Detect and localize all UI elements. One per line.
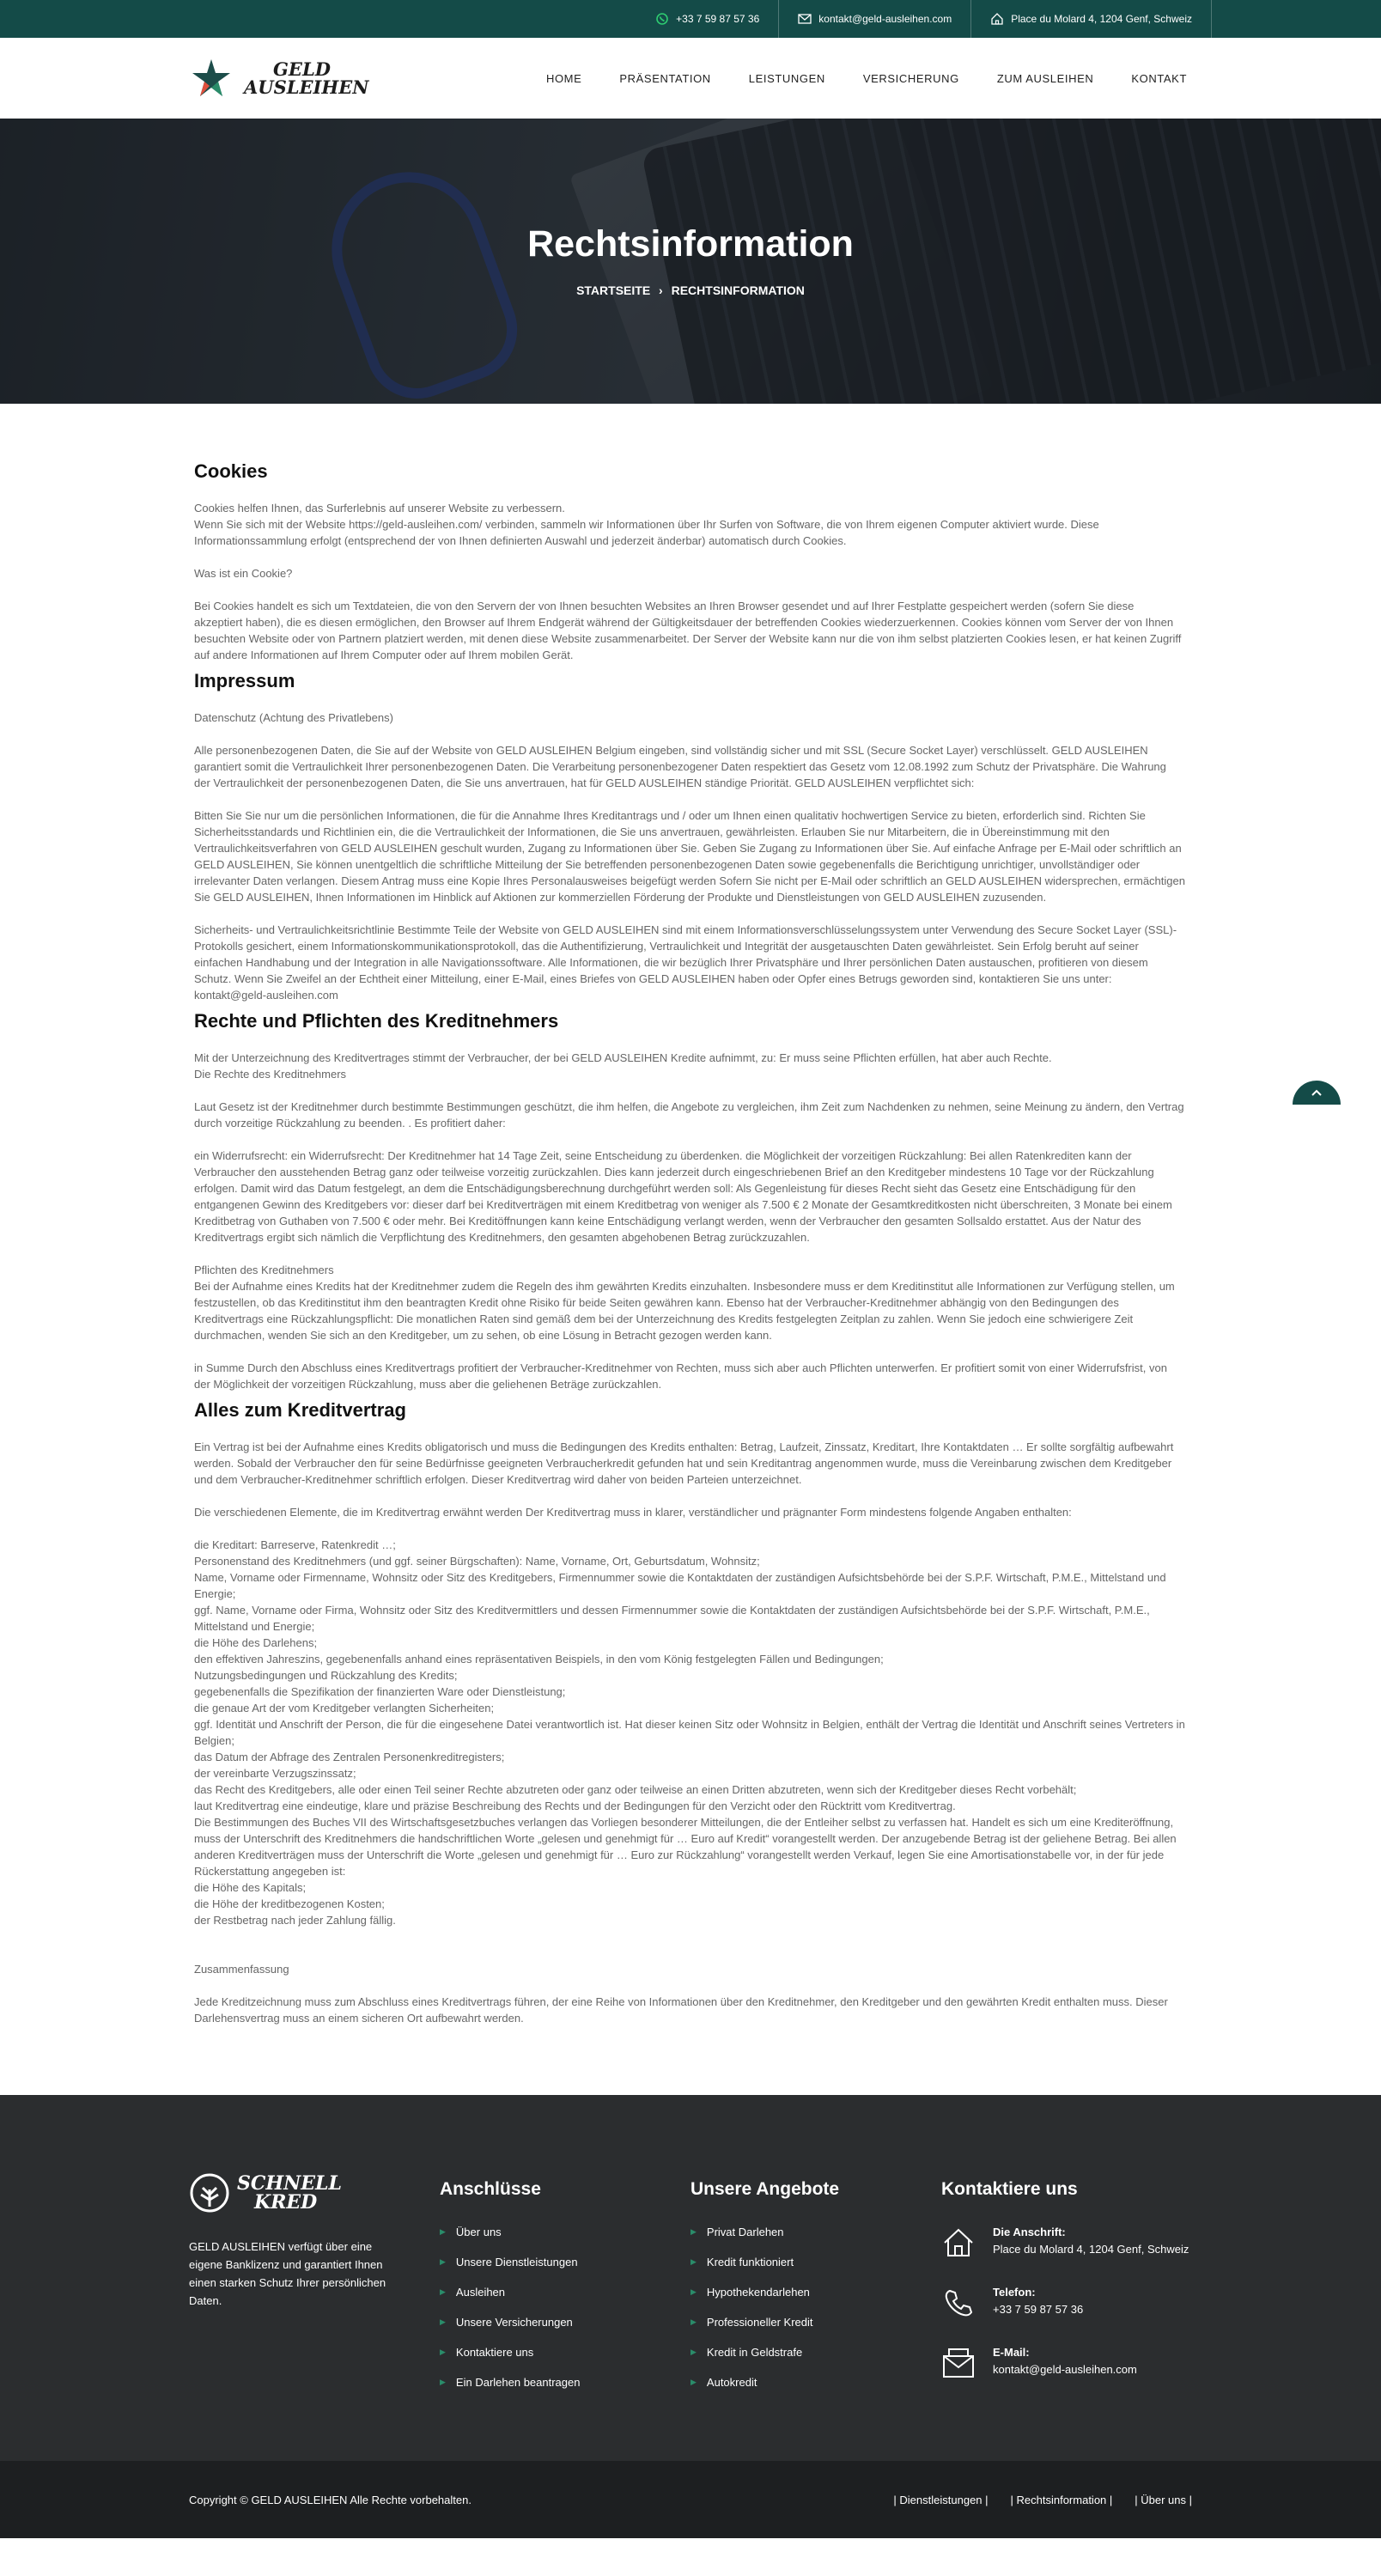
star-logo-icon <box>191 58 232 99</box>
section-cookies <box>194 460 1185 663</box>
paragraph: ein Widerrufsrecht: ein Widerrufsrecht: Der Kreditnehmer hat 14 Tage Zeit, seine Entscheidung zu überdenken. die Möglichkeit der vorzeitigen Rückzahlung: Bei allen Ratenkrediten kann der Verbraucher den ausstehenden Betrag ganz oder teilweise vorzeitig zurückzahlen. Dies kann jederzeit durch eingeschriebenen Brief an den Kreditgeber mindestens 10 Tage vor der Rückzahlung erfolgen. Damit wird das Datum festgelegt, an dem die Entschädigungsberechnung durchgeführt werden soll: Als Gegenleistung für dieses Recht sieht das Gesetz eine Entschädigung für den entgangenen Gewinn des Kreditgebers vor: dieser darf bei Kreditverträgen mit einem Kreditbetrag von weniger als 7.500 € 2 Monate der Gesamtkreditkosten nicht überschreiten, 3 Monate bei einem Kreditbetrag von Guthaben von 7.500 € oder mehr. Bei Kreditöffnungen kann keine Entschädigung verlangt werden, wenn der Verbraucher den gesamten Sollsaldo erstattet. Aus der Natur des Kreditvertrags ergibt sich nämlich die Verpflichtung des Kreditnehmers, den gesamten abgehobenen Betrag zurückzuzahlen. <box>194 1149 1172 1244</box>
phone-icon <box>941 2286 976 2320</box>
footer-email[interactable] <box>941 2346 1192 2380</box>
paragraph: Laut Gesetz ist der Kreditnehmer durch bestimmte Bestimmungen geschützt, die ihm helfen, die Angebote zu vergleichen, ihm Zeit zum Nachdenken zu nehmen, seine Meinung zu ändern, den Vertrag durch vorzeitige Rückzahlung zu beenden. . Es profitiert daher: <box>194 1100 1184 1130</box>
footer-offer-link[interactable] <box>690 2376 941 2389</box>
footer-offer-label: Autokredit <box>706 2376 757 2389</box>
footer-link-label: Ausleihen <box>455 2286 506 2299</box>
email-value: kontakt@geld-ausleihen.com <box>993 2363 1137 2376</box>
nav-praesentation[interactable]: PRÄSENTATION <box>619 71 711 85</box>
arrow-right-icon: ▶ <box>690 2378 697 2386</box>
breadcrumb <box>0 283 1381 297</box>
paragraph: Bei Cookies handelt es sich um Textdateien, die von den Servern der von Ihnen besuchten Websites an Ihren Browser gesendet und auf Ihrer Festplatte gespeichert werden (sofern Sie diese akzeptiert haben), die es diesen ermöglichen, den Browser auf Ihrem Endgerät während der Gültigkeitsdauer der betreffenden Cookies wiederzuerkennen. Cookies können vom Server der von Ihnen besuchten Website oder von Partnern platziert werden, mit denen diese Website zusammenarbeitet. Der Server der Website kann nur die von ihm selbst platzierten Cookies lesen, er hat keinen Zugriff auf andere Informationen auf Ihrem Computer oder auf Ihrem mobilen Gerät. <box>194 600 1182 661</box>
section-title: Cookies <box>194 460 268 482</box>
paragraph: Jede Kreditzeichnung muss zum Abschluss eines Kreditvertrags führen, der eine Reihe von Informationen über den Kreditnehmer, den Kreditgeber und den gewährten Kredit enthalten muss. Dieser Darlehensvertrag muss an einem sicheren Ort aufbewahrt werden. <box>194 1995 1168 2025</box>
arrow-right-icon: ▶ <box>440 2378 446 2386</box>
section-title: Alles zum Kreditvertrag <box>194 1399 406 1421</box>
paragraph: Cookies helfen Ihnen, das Surferlebnis auf unserer Website zu verbessern. Wenn Sie sich mit der Website https://geld-ausleihen.com/ verbinden, sammeln wir Informationen über Ihr Surfen von Software, die von Ihrem eigenen Computer aktiviert wurde. Diese Informationssammlung erfolgt (entsprechend der von Ihnen definierten Auswahl und jederzeit änderbar) automatisch durch Cookies. <box>194 502 1099 547</box>
footer-offer-label: Hypothekendarlehen <box>706 2286 810 2299</box>
address-value: Place du Molard 4, 1204 Genf, Schweiz <box>993 2243 1189 2256</box>
paragraph: Ein Vertrag ist bei der Aufnahme eines Kredits obligatorisch und muss die Bedingungen des Kredits enthalten: Betrag, Laufzeit, Zinssatz, Kreditart, Ihre Kontaktdaten … Er sollte sorgfältig aufbewahrt werden. Sobald der Verbraucher den für seine Bedürfnisse geeigneten Verbraucherkredit gefunden hat und sein Kreditantrag angenommen wurde, muss die Vereinbarung zwischen dem Kreditgeber und dem Verbraucher-Kreditnehmer schriftlich erfolgen. Dieser Kreditvertrag wird daher von beiden Parteien unterzeichnet. <box>194 1440 1174 1486</box>
paragraph: Sicherheits- und Vertraulichkeitsrichtlinie Bestimmte Teile der Website von GELD AUSLEIHEN sind mit einem Informationsverschlüsselungssystem unter Verwendung des Secure Socket Layer (SSL)-Protokolls gesichert, einem Informationskommunikationsprotokoll, das die Authentifizierung, Vertraulichkeit und Integrität der ausgetauschten Daten gewährleistet. Sein Erfolg beruht auf seiner einfachen Handhabung und der Integration in alle Navigationssoftware. Alle Informationen, die wir bezüglich Ihrer Privatsphäre und Ihrer persönlichen Daten austauschen, profitieren von diesem Schutz. Wenn Sie Zweifel an der Echtheit einer Mitteilung, einer E-Mail, eines Briefes von GELD AUSLEIHEN haben oder Opfer eines Betrugs geworden sind, kontaktieren Sie uns unter: kontakt@geld-ausleihen.com <box>194 923 1177 1002</box>
phone-label: Telefon: <box>993 2286 1036 2299</box>
footer-offer-link[interactable] <box>690 2286 941 2299</box>
nav-home[interactable]: HOME <box>545 71 582 85</box>
paragraph: Die verschiedenen Elemente, die im Kreditvertrag erwähnt werden Der Kreditvertrag muss in klarer, verständlicher und prägnanter Form mindestens folgende Angaben enthalten: <box>194 1506 1072 1519</box>
phone-value: +33 7 59 87 57 36 <box>993 2303 1084 2316</box>
arrow-right-icon: ▶ <box>440 2317 446 2326</box>
paragraph: in Summe Durch den Abschluss eines Kreditvertrags profitiert der Verbraucher-Kreditnehmer von Rechten, muss sich aber auch Pflichten unterwerfen. Er profitiert somit von einer Widerrufsfrist, von der Möglichkeit der vorzeitigen Rückzahlung, muss aber die geliehenen Beträge zurückzahlen. <box>194 1361 1167 1391</box>
site-footer <box>0 2095 1381 2461</box>
chevron-up-icon <box>1311 1088 1323 1097</box>
arrow-right-icon: ▶ <box>440 2287 446 2296</box>
logo-line-2: AUSLEIHEN <box>244 76 369 98</box>
footer-link[interactable] <box>440 2346 690 2359</box>
topbar-address-text: Place du Molard 4, 1204 Genf, Schweiz <box>1011 13 1192 25</box>
paragraph: Mit der Unterzeichnung des Kreditvertrages stimmt der Verbraucher, der bei GELD AUSLEIHEN Kredite aufnimmt, zu: Er muss seine Pflichten erfüllen, hat aber auch Rechte. Die Rechte des Kreditnehmers <box>194 1051 1052 1081</box>
tree-logo-icon <box>189 2172 230 2214</box>
section-kreditvertrag <box>194 1399 1185 2026</box>
footer-phone[interactable] <box>941 2286 1192 2320</box>
footer-address <box>941 2226 1192 2260</box>
logo-wordmark <box>239 60 368 96</box>
footer-link[interactable] <box>440 2286 690 2299</box>
nav-zum-ausleihen[interactable]: ZUM AUSLEIHEN <box>996 71 1094 85</box>
footer-offer-link[interactable] <box>690 2316 941 2329</box>
footer-offer-link[interactable] <box>690 2346 941 2359</box>
bottom-link-ueber-uns[interactable]: | Über uns | <box>1135 2493 1192 2506</box>
footer-links <box>440 2172 690 2406</box>
copyright: Copyright © GELD AUSLEIHEN Alle Rechte vorbehalten. <box>189 2493 471 2506</box>
page-title: Rechtsinformation <box>527 223 854 265</box>
site-logo[interactable] <box>191 58 368 99</box>
footer-link-label: Ein Darlehen beantragen <box>455 2376 581 2389</box>
arrow-right-icon: ▶ <box>440 2257 446 2266</box>
footer-description: GELD AUSLEIHEN verfügt über eine eigene Banklizenz und garantiert Ihnen einen starken Schutz Ihrer persönlichen Daten. <box>189 2240 386 2307</box>
main-nav <box>546 72 1187 85</box>
arrow-right-icon: ▶ <box>440 2227 446 2236</box>
nav-leistungen[interactable]: LEISTUNGEN <box>748 71 825 85</box>
whatsapp-icon <box>655 12 669 26</box>
footer-offers-title: Unsere Angebote <box>690 2179 840 2199</box>
main-header <box>0 38 1381 119</box>
chevron-right-icon: › <box>659 283 663 297</box>
footer-offer-label: Kredit in Geldstrafe <box>706 2346 803 2359</box>
paragraph: Datenschutz (Achtung des Privatlebens) <box>194 711 393 724</box>
footer-links-title: Anschlüsse <box>440 2179 541 2199</box>
bottom-link-rechtsinformation[interactable]: | Rechtsinformation | <box>1010 2493 1113 2506</box>
section-rechte <box>194 1010 1185 1392</box>
footer-bottom-bar <box>0 2461 1381 2538</box>
footer-offer-label: Privat Darlehen <box>706 2226 784 2238</box>
home-icon <box>990 12 1004 26</box>
paragraph: Bitten Sie Sie nur um die persönlichen Informationen, die für die Annahme Ihres Kreditantrags und / oder um Ihnen einen qualitativ hochwertigen Service zu bieten, erforderlich sind. Richten Sie Sicherheitsstandards und Richtlinien ein, die die Vertraulichkeit der Informationen, die Sie uns anvertrauen, gewährleisten. Erlauben Sie nur Mitarbeitern, die in Übereinstimmung mit den Vertraulichkeitsverfahren von GELD AUSLEIHEN geschult wurden, Zugang zu Informationen über Sie. Geben Sie Zugang zu Informationen über Sie. Auf einfache Anfrage per E-Mail oder schriftlich an GELD AUSLEIHEN, Sie können unentgeltlich die schriftliche Mitteilung der Sie betreffenden personenbezogenen Daten sowie gegebenenfalls die Berichtigung unrichtiger, unvollständiger oder irrelevanter Daten verlangen. Diesem Antrag muss eine Kopie Ihres Personalausweises beigefügt werden Sofern Sie nicht per E-Mail oder schriftlich an GELD AUSLEIHEN widersprechen, ermächtigen Sie GELD AUSLEIHEN, Ihnen Informationen im Hinblick auf Aktionen zur kommerziellen Förderung der Produkte und Dienstleistungen von GELD AUSLEIHEN zuzusenden. <box>194 809 1185 904</box>
paragraph: Was ist ein Cookie? <box>194 567 293 580</box>
breadcrumb-home[interactable]: STARTSEITE <box>576 283 651 297</box>
footer-logo-wordmark <box>237 2174 342 2212</box>
footer-bottom-links <box>893 2494 1192 2506</box>
topbar-address <box>970 0 1212 38</box>
envelope-icon <box>798 12 812 26</box>
footer-link[interactable] <box>440 2316 690 2329</box>
footer-offers <box>690 2172 941 2406</box>
paragraph: die Kreditart: Barreserve, Ratenkredit …; Personenstand des Kreditnehmers (und ggf. seiner Bürgschaften): Name, Vorname, Ort, Geburtsdatum, Wohnsitz; Name, Vorname oder Firmenname, Wohnsitz oder Sitz des Kreditgebers, Firmennummer sowie die Kontaktdaten der zuständigen Aufsichtsbehörde bei der S.P.F. Wirtschaft, P.M.E., Mittelstand und Energie; ggf. Name, Vorname oder Firma, Wohnsitz oder Sitz des Kreditvermittlers und dessen Firmennummer sowie die Kontaktdaten der zuständigen Aufsichtsbehörde bei der S.P.F. Wirtschaft, P.M.E., Mittelstand und Energie; die Höhe des Darlehens; den effektiven Jahreszins, gegebenenfalls anhand eines repräsentativen Beispiels, in den vom König festgelegten Fällen und Bedingungen; Nutzungsbedingungen und Rückzahlung des Kredits; gegebenenfalls die Spezifikation der finanzierten Ware oder Dienstleistung; die genaue Art der vom Kreditgeber verlangten Sicherheiten; ggf. Identität und Anschrift der Person, die für die eingesehene Datei verantwortlich ist. Hat dieser keinen Sitz oder Wohnsitz in Belgien, enthält der Vertrag die Identität und Anschrift seines Vertreters in Belgien; das Datum der Abfrage des Zentralen Personenkreditregisters; der vereinbarte Verzugszinssatz; das Recht des Kreditgebers, alle oder einen Teil seiner Rechte abzutreten oder ganz oder teilweise an einen Dritten abzutreten, wenn sich der Kreditgeber dieses Recht vorbehält; laut Kreditvertrag eine eindeutige, klare und präzise Beschreibung des Rechts und der Bedingungen für den Verzicht oder den Rücktritt vom Kreditvertrag. Die Bestimmungen des Buches VII des Wirtschaftsgesetzbuches verlangen das Vorliegen besonderer Mitteilungen, die der Entleiher selbst zu verfassen hat. Handelt es sich um eine Krediteröffnung, muss der Unterschrift des Kreditnehmers die handschriftlichen Worte „gelesen und genehmigt für … Euro auf Kredit“ vorangestellt werden. Der anzugebende Betrag ist der geliehene Betrag. Bei allen anderen Kreditverträgen muss der Unterschrift die Worte „gelesen und genehmigt für … Euro zur Rückzahlung“ vorangestellt werden Verkauf, legen Sie eine Amortisationstabelle vor, in der für jede Rückerstattung angegeben ist: die Höhe des Kapitals; die Höhe der kreditbezogenen Kosten; der Restbetrag nach jeder Zahlung fällig. <box>194 1538 1185 1927</box>
nav-versicherung[interactable]: VERSICHERUNG <box>862 71 959 85</box>
arrow-right-icon: ▶ <box>690 2317 697 2326</box>
mail-icon <box>941 2346 976 2380</box>
section-impressum <box>194 670 1185 1003</box>
paragraph: Alle personenbezogenen Daten, die Sie auf der Website von GELD AUSLEIHEN Belgium eingeben, sind vollständig sicher und mit SSL (Secure Socket Layer) verschlüsselt. GELD AUSLEIHEN garantiert somit die Vertraulichkeit Ihrer personenbezogenen Daten. Die Verarbeitung personenbezogener Daten respektiert das Gesetz vom 12.08.1992 zum Schutz der Privatsphäre. Die Wahrung der Vertraulichkeit der personenbezogenen Daten, die Sie uns anvertrauen, hat für GELD AUSLEIHEN ständige Priorität. GELD AUSLEIHEN verpflichtet sich: <box>194 744 1166 789</box>
arrow-right-icon: ▶ <box>690 2348 697 2356</box>
section-title: Rechte und Pflichten des Kreditnehmers <box>194 1010 559 1032</box>
arrow-right-icon: ▶ <box>690 2227 697 2236</box>
logo-line-1: GELD <box>273 58 331 80</box>
footer-link-label: Unsere Dienstleistungen <box>455 2256 578 2268</box>
arrow-right-icon: ▶ <box>690 2257 697 2266</box>
footer-link-label: Unsere Versicherungen <box>455 2316 573 2329</box>
paragraph: Pflichten des Kreditnehmers Bei der Aufnahme eines Kredits hat der Kreditnehmer zudem die Regeln des ihm gewährten Kredits einzuhalten. Insbesondere muss er dem Kreditinstitut alle Informationen zur Verfügung stellen, um festzustellen, ob das Kreditinstitut ihm den beantragten Kredit ohne Risiko für beide Seiten gewähren kann. Ebenso hat der Verbraucher-Kreditnehmer abhängig von den Bedingungen des Kreditvertrags eine Rückzahlungspflicht: Die monatlichen Raten sind gemäß dem bei der Unterzeichnung des Kredits festgelegten Zeitplan zu zahlen. Wenn Sie jedoch eine schwierigere Zeit durchmachen, wenden Sie sich an den Kreditgeber, um zu sehen, ob eine Lösung in Betracht gezogen werden kann. <box>194 1264 1175 1342</box>
arrow-right-icon: ▶ <box>440 2348 446 2356</box>
footer-link-label: Kontaktiere uns <box>455 2346 534 2359</box>
page-banner <box>0 119 1381 404</box>
house-icon <box>941 2226 976 2260</box>
footer-link[interactable] <box>440 2376 690 2389</box>
topbar-phone-text: +33 7 59 87 57 36 <box>676 13 760 25</box>
address-label: Die Anschrift: <box>993 2226 1066 2238</box>
topbar-phone[interactable] <box>636 0 778 38</box>
footer-contact-title: Kontaktiere uns <box>941 2179 1078 2199</box>
nav-kontakt[interactable]: KONTAKT <box>1131 71 1187 85</box>
arrow-right-icon: ▶ <box>690 2287 697 2296</box>
footer-offer-label: Professioneller Kredit <box>706 2316 813 2329</box>
footer-offer-link[interactable] <box>690 2226 941 2238</box>
main-content <box>0 404 1381 2026</box>
topbar-email[interactable] <box>778 0 970 38</box>
footer-logo[interactable] <box>189 2172 440 2214</box>
bottom-link-dienstleistungen[interactable]: | Dienstleistungen | <box>893 2493 989 2506</box>
footer-link[interactable] <box>440 2226 690 2238</box>
paragraph: Zusammenfassung <box>194 1963 289 1976</box>
breadcrumb-current: RECHTSINFORMATION <box>671 283 805 297</box>
footer-about <box>189 2172 440 2406</box>
footer-contact <box>941 2172 1192 2406</box>
topbar-email-text: kontakt@geld-ausleihen.com <box>818 13 952 25</box>
section-title: Impressum <box>194 670 295 691</box>
footer-offer-link[interactable] <box>690 2256 941 2268</box>
top-bar <box>0 0 1381 38</box>
footer-link-label: Über uns <box>455 2226 502 2238</box>
footer-logo-line-2: KRED <box>254 2191 318 2214</box>
footer-offer-label: Kredit funktioniert <box>706 2256 794 2268</box>
email-label: E-Mail: <box>993 2346 1030 2359</box>
footer-link[interactable] <box>440 2256 690 2268</box>
footer-logo-line-1: SCHNELL <box>237 2172 342 2195</box>
